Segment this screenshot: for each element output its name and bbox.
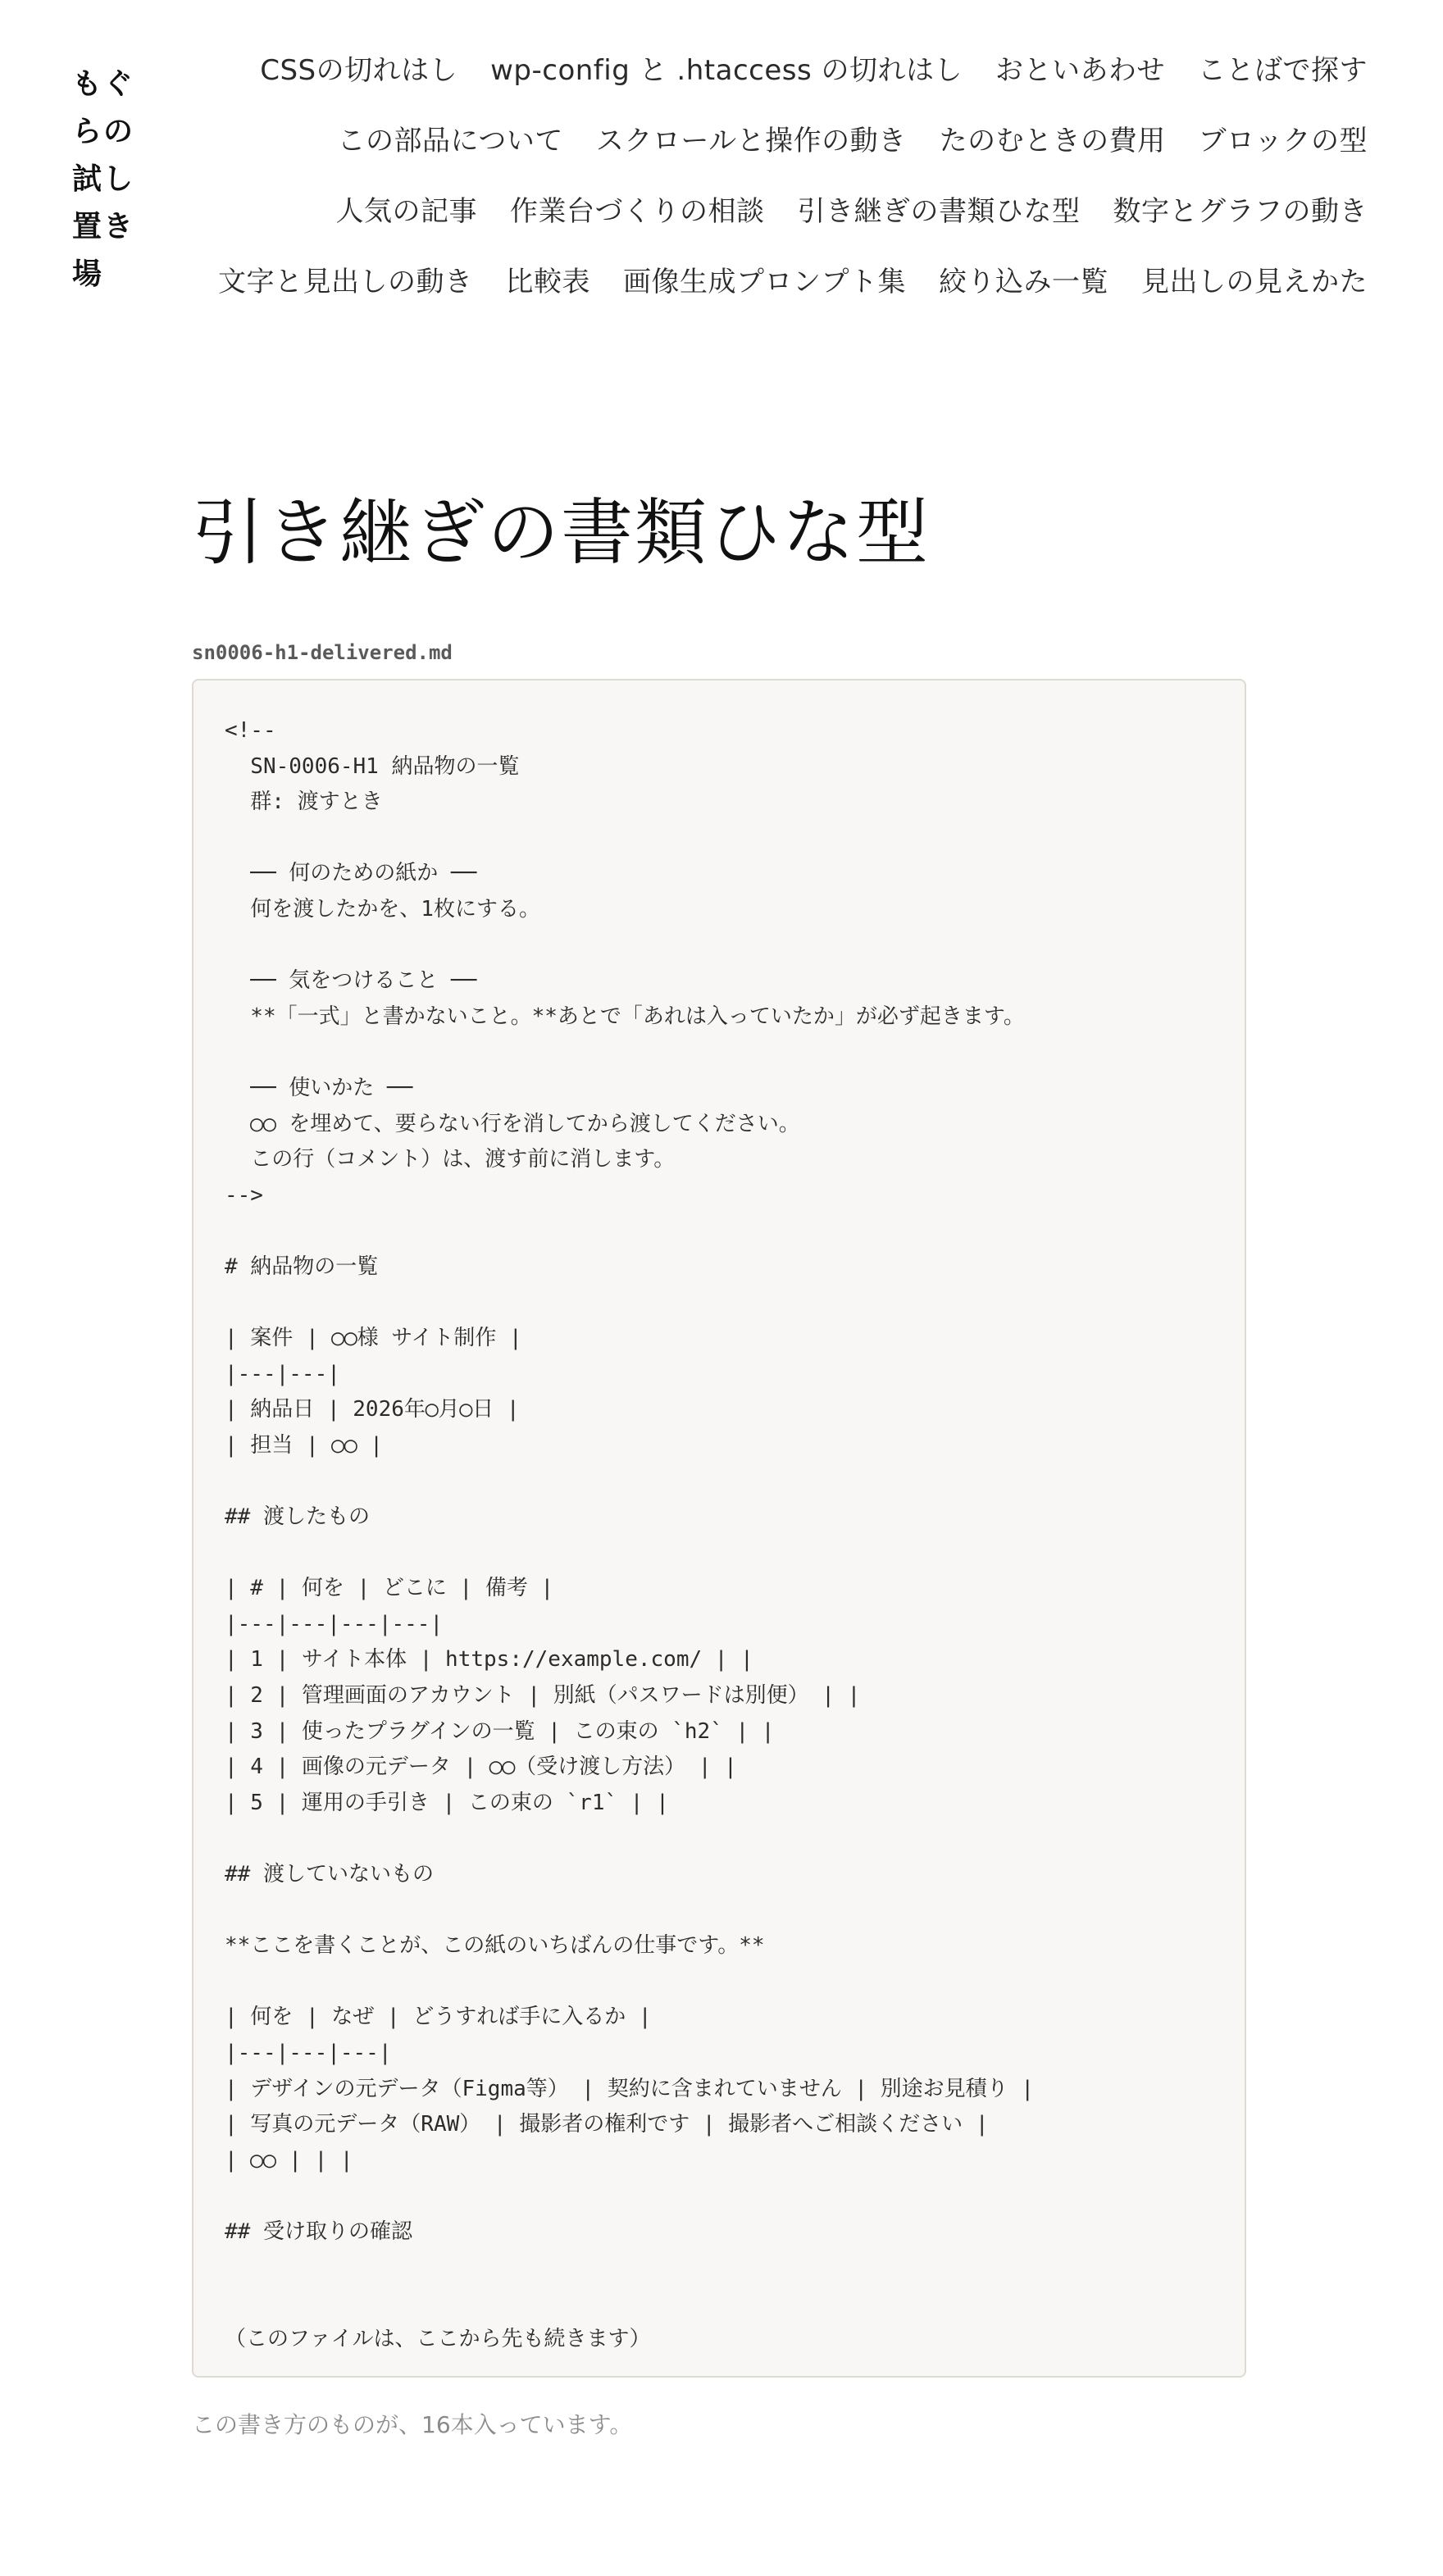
nav-link[interactable]: wp-config と .htaccess の切れはし (490, 54, 963, 87)
code-line: | 1 | サイト本体 | https://example.com/ | | (225, 1647, 753, 1673)
code-line: | 4 | 画像の元データ | ◯◯（受け渡し方法） | | (225, 1755, 737, 1780)
code-line: |---|---|---| (225, 2040, 392, 2065)
nav-link[interactable]: 画像生成プロンプト集 (623, 266, 906, 298)
code-line (225, 1893, 1245, 1929)
code-line (225, 1286, 1245, 1322)
code-line (225, 821, 1245, 857)
code-line: | デザインの元データ（Figma等） | 契約に含まれていません | 別途お見積り | (225, 2076, 1034, 2101)
code-line: |---|---|---|---| (225, 1611, 444, 1636)
code-line: ── 何のための紙か ── (225, 861, 477, 886)
code-block (192, 679, 1246, 2378)
code-line: | 写真の元データ（RAW） | 撮影者の権利です | 撮影者へご相談ください | (225, 2112, 989, 2137)
nav-link[interactable]: スクロールと操作の動き (595, 125, 907, 157)
site-title[interactable]: もぐらの試し置き場 (72, 67, 135, 291)
main-navigation (171, 48, 1368, 305)
code-line: # 納品物の一覧 (225, 1254, 379, 1279)
nav-link[interactable]: この部品について (337, 125, 563, 157)
code-line: --> (225, 1182, 263, 1208)
code-line (225, 2286, 1245, 2322)
code-line: **ここを書くことが、この紙のいちばんの仕事です。** (225, 1933, 765, 1959)
nav-link[interactable]: 引き継ぎの書類ひな型 (797, 195, 1081, 228)
nav-link[interactable]: たのむときの費用 (939, 125, 1166, 157)
code-line: ◯◯ を埋めて、要らない行を消してから渡してください。 (225, 1111, 800, 1136)
nav-link[interactable]: 見出しの見えかた (1141, 266, 1368, 298)
nav-link[interactable]: おといあわせ (995, 54, 1165, 87)
nav-link[interactable]: ブロックの型 (1198, 125, 1368, 157)
nav-link[interactable]: 数字とグラフの動き (1113, 195, 1368, 228)
code-line: | ◯◯ | | | (225, 2147, 353, 2173)
nav-link[interactable]: 絞り込み一覧 (939, 266, 1108, 298)
code-line (225, 1463, 1245, 1500)
code-line: |---|---| (225, 1361, 340, 1386)
code-line (225, 1035, 1245, 1071)
nav-link[interactable]: CSSの切れはし (260, 54, 458, 87)
code-line (225, 1964, 1245, 2000)
page-title: 引き継ぎの書類ひな型 (192, 490, 931, 575)
code-line: この行（コメント）は、渡す前に消します。 (225, 1147, 676, 1172)
nav-link[interactable]: 作業台づくりの相談 (510, 195, 765, 228)
code-line: ── 使いかた ── (225, 1075, 413, 1100)
code-line: | 何を | なぜ | どうすれば手に入るか | (225, 2005, 652, 2030)
code-line: 群: 渡すとき (225, 790, 383, 815)
code-line: | 2 | 管理画面のアカウント | 別紙（パスワードは別便） | | (225, 1683, 861, 1709)
code-line (225, 928, 1245, 964)
code-line (225, 1821, 1245, 1857)
code-line: | 納品日 | 2026年◯月◯日 | (225, 1397, 520, 1422)
nav-link[interactable]: 文字と見出しの動き (218, 266, 473, 298)
nav-link[interactable]: ことばで探す (1198, 54, 1368, 87)
code-line: | 担当 | ◯◯ | (225, 1432, 383, 1458)
code-line: 何を渡したかを、1枚にする。 (225, 896, 540, 922)
code-filename: sn0006-h1-delivered.md (192, 641, 453, 664)
code-line: | 3 | 使ったプラグインの一覧 | この束の `h2` | | (225, 1718, 775, 1744)
code-line: ## 渡していないもの (225, 1862, 434, 1886)
code-line: | 5 | 運用の手引き | この束の `r1` | | (225, 1790, 669, 1815)
code-line: **「一式」と書かないこと。**あとで「あれは入っていたか」が必ず起きます。 (225, 1004, 1025, 1029)
code-line: ## 受け取りの確認 (225, 2219, 412, 2244)
code-line: <!-- (225, 718, 276, 743)
footnote: この書き方のものが、16本入っています。 (192, 2411, 633, 2438)
code-line: | 案件 | ◯◯様 サイト制作 | (225, 1326, 522, 1351)
nav-link[interactable]: 比較表 (505, 266, 590, 298)
code-line (225, 1536, 1245, 1572)
code-line: ## 渡したもの (225, 1504, 370, 1530)
code-line: | # | 何を | どこに | 備考 | (225, 1576, 554, 1601)
code-line (225, 2178, 1245, 2214)
nav-link[interactable]: 人気の記事 (335, 195, 477, 228)
code-line (225, 2251, 1245, 2287)
code-line: （このファイルは、ここから先も続きます） (225, 2326, 651, 2351)
code-line: ── 気をつけること ── (225, 968, 477, 994)
code-line (225, 1213, 1245, 1249)
code-line: SN-0006-H1 納品物の一覧 (225, 753, 520, 779)
